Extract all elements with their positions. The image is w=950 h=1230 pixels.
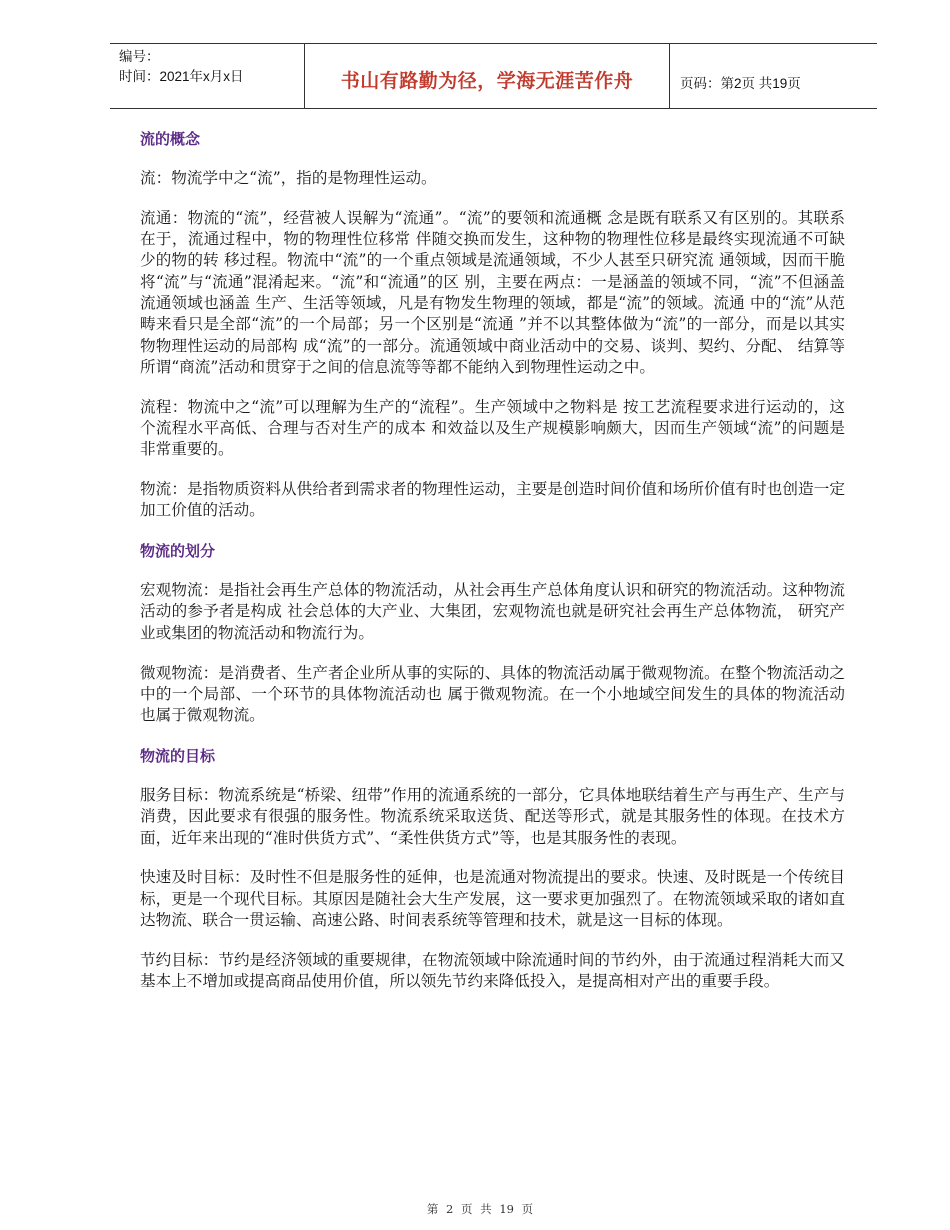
section-heading: 物流的目标 (140, 746, 216, 765)
paragraph: 流通：物流的“流”，经营被人误解为“流通”。“流”的要领和流通概 念是既有联系又有区别的。其联系在于，流通过程中，物的物理性位移常 伴随交换而发生，这种物的物理性位移是最终实现流通不可缺少的物的转 移过程。物流中“流”的一个重点领域是流通领域，不少人甚至只研究流 通领域，因而干脆将“流”与“流通”混淆起来。“流”和“流通”的区 别，主要在两点：一是涵盖的领域不同，“流”不但涵盖流通领域也涵盖 生产、生活等领域，凡是有物发生物理的领域，都是“流”的领域。流通 中的“流”从范畴来看只是全部“流”的一个局部；另一个区别是“流通 ”并不以其整体做为“流”的一部分，而是以其实物物理性运动的局部构 成“流”的一部分。流通领域中商业活动中的交易、谈判、契约、分配、 结算等所谓“商流”活动和贯穿于之间的信息流等等都不能纳入到物理性运动之中。 (140, 208, 845, 376)
header-page-info-cell (670, 50, 877, 114)
section-heading: 物流的划分 (140, 542, 216, 561)
header-meta (110, 44, 305, 108)
paragraph: 快速及时目标：及时性不但是服务性的延伸，也是流通对物流提出的要求。快速、及时既是一个传统目标，更是一个现代目标。其原因是随社会大生产发展，这一要求更加强烈了。在物流领域采取的诸如直达物流、联合一贯运输、高速公路、时间表系统等管理和技术，就是这一目标的体现。 (140, 868, 845, 929)
paragraph: 服务目标：物流系统是“桥梁、纽带”作用的流通系统的一部分，它具体地联结着生产与再生产、生产与消费，因此要求有很强的服务性。物流系统采取送货、配送等形式，就是其服务性的体现。在技术方面，近年来出现的“准时供货方式”、“柔性供货方式”等，也是其服务性的表现。 (140, 785, 845, 847)
paragraph: 宏观物流：是指社会再生产总体的物流活动，从社会再生产总体角度认识和研究的物流活动。这种物流活动的参予者是构成 社会总体的大产业、大集团，宏观物流也就是研究社会再生产总体物流， 研究产业或集团的物流活动和物流行为。 (140, 581, 845, 642)
footer-page-number: 第 2 页 共 19 页 (426, 1202, 534, 1216)
page-footer (0, 1201, 950, 1217)
paragraph: 节约目标：节约是经济领域的重要规律，在物流领域中除流通时间的节约外，由于流通过程消耗大而又基本上不增加或提高商品使用价值，所以领先节约来降低投入，是提高相对产出的重要手段。 (140, 950, 845, 991)
document-body (140, 128, 845, 1011)
paragraph: 微观物流：是消费者、生产者企业所从事的实际的、具体的物流活动属于微观物流。在整个物流活动之中的一个局部、一个环节的具体物流活动也 属于微观物流。在一个小地域空间发生的具体的物流活动也属于微观物流。 (140, 663, 845, 725)
header-motto: 书山有路勤为径，学海无涯苦作舟 (340, 69, 634, 92)
paragraph: 流程：物流中之“流”可以理解为生产的“流程”。生产领域中之物料是 按工艺流程要求进行运动的，这个流程水平高低、合理与否对生产的成本 和效益以及生产规模影响颇大，因而生产领域“流”的问题是非常重要的。 (140, 397, 845, 459)
header-motto-cell (305, 44, 670, 108)
paragraph: 流：物流学中之“流”，指的是物理性运动。 (140, 169, 437, 187)
time-label: 时间：2021年x月x日 (119, 69, 244, 84)
number-label: 编号： (119, 49, 160, 64)
section-heading: 流的概念 (140, 130, 201, 148)
page-header (110, 43, 877, 109)
paragraph: 物流：是指物质资料从供给者到需求者的物理性运动，主要是创造时间价值和场所价值有时也创造一定加工价值的活动。 (140, 480, 845, 520)
header-page-info: 页码：第2页 共19页 (680, 76, 801, 91)
